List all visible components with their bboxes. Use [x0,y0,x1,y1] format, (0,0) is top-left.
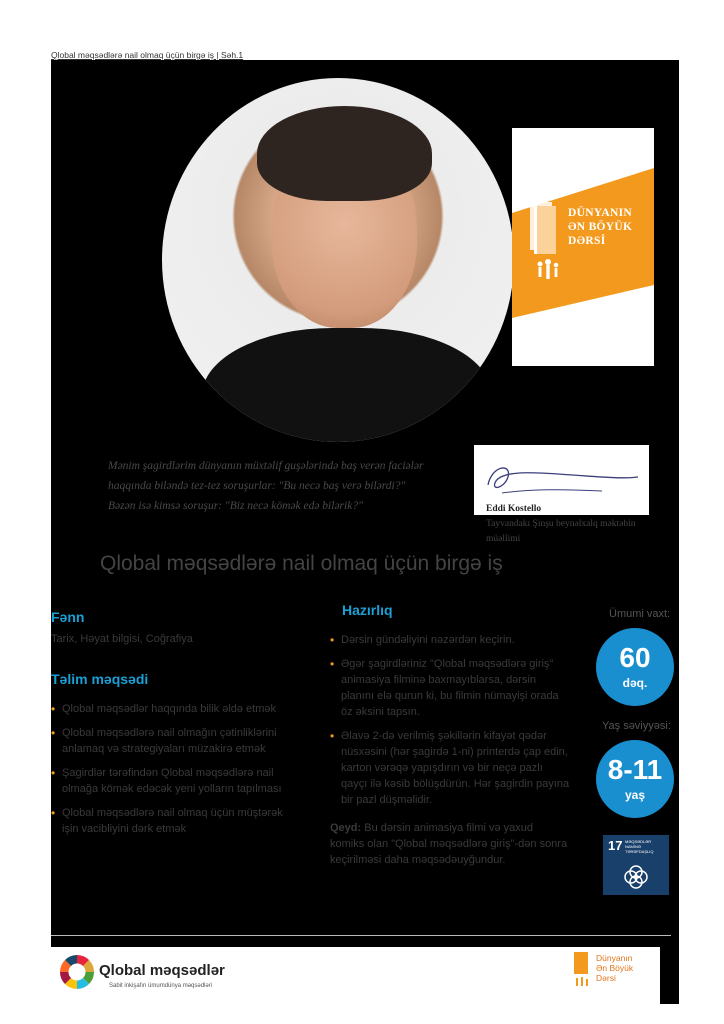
footer-tagline: Sabit inkişafın ümumdünya məqsədləri [109,983,213,989]
logo-line-2: ƏN BÖYÜK [568,221,633,233]
prep-list [330,632,570,816]
time-label: Ümumi vaxt: [609,608,671,620]
footer-lesson-line-2: Ən Böyük [596,963,634,973]
goal-item: • Qlobal məqsədlər haqqında bilik əldə etmək [51,701,283,717]
signature-role: Tayvandakı Şinşu beynəlxalq məktəbin müəllimi [486,519,636,544]
signature-image [482,455,642,505]
sdg-17-tile [603,835,669,895]
footer-brand: Qlobal məqsədlər [99,962,225,979]
portrait-hair [257,106,432,201]
goal-list [51,701,283,845]
footer-lesson-line-1: Dünyanın [596,953,633,963]
time-unit: dəq. [622,676,648,690]
teacher-quote: Mənim şagirdlərim dünyanın müxtəlif guşələrində baş verən faciələr haqqında biləndə tez-tez soruşurlar: "Bu necə baş verə bilərdi?" Bəzən isə kimsə soruşur: "Biz necə kömək edə bilərik?" [108,460,424,512]
goal-heading: Təlim məqsədi [51,671,149,687]
age-unit: yaş [624,788,646,802]
sdg-text: MƏQSƏDLƏR NAMİNƏ TƏRƏFDAŞLIQ [625,839,654,854]
teacher-portrait [162,78,514,442]
sdg-number: 17 [608,838,623,853]
footer-rule [51,935,671,936]
logo-text [568,206,652,248]
prep-heading: Hazırlıq [342,602,393,618]
subject-heading: Fənn [51,609,85,625]
signature-name: Eddi Kostello [486,504,542,514]
prep-item: • Əlavə 2-də verilmiş şəkillərin kifayət qədər nüsxəsini (hər şagirdə 1-ni) printerdə çap edin, karton vərəqə yapışdırın və bir neçə pazlı qayçı ilə kəsib bölüşdürün. Hər şagirdin payına bir pazl düşməlidir. [330,728,570,808]
time-value: 60 [619,642,651,673]
footer-lesson-line-3: Dərsi [596,973,616,983]
page-title: Qlobal məqsədlərə nail olmaq üçün birgə iş [100,552,503,575]
prep-note-label: Qeyd: [330,822,362,834]
prep-note-text: Bu dərsin animasiya filmi və yaxud komiks olan "Qlobal məqsədlərə giriş"-dən sonra keçirilməsi daha məqsədəuyğundur. [330,822,568,866]
age-label: Yaş səviyyəsi: [602,720,671,732]
partnership-icon [622,863,650,891]
subject-text: Tarix, Həyat bilgisi, Coğrafiya [51,633,193,645]
goal-item: • Şagirdlər tərəfindən Qlobal məqsədlərə nail olmağa kömək edəcək yeni yolların tapılması [51,765,283,797]
portrait-shirt [202,328,492,442]
age-value: 8-11 [607,754,663,785]
prep-item: • Əgər şagirdləriniz "Qlobal məqsədlərə giriş" animasiya filminə baxmayıblarsa, dərsin planını elə qurun ki, bu filmin nümayişi orada öz əksini tapsın. [330,656,570,720]
prep-note [330,820,570,868]
header-link[interactable]: Qlobal məqsədlərə nail olmaq üçün birgə iş | Səh.1 [51,50,244,60]
age-circle [596,740,674,818]
logo-line-3: DƏRSİ [568,235,606,247]
goal-item: • Qlobal məqsədlərə nail olmaq üçün müştərək işin vacibliyini dərk etmək [51,805,283,837]
prep-item: • Dərsin gündəliyini nəzərdən keçirin. [330,632,570,648]
time-circle [596,628,674,706]
goal-item: • Qlobal məqsədlərə nail olmağın çətinliklərini anlamaq və strategiyaları müzakirə etmək [51,725,283,757]
footer-lesson-logo [596,953,656,983]
global-goals-wheel-icon [59,954,95,990]
footer-book-icon [572,950,592,990]
logo-line-1: DÜNYANIN [568,207,632,219]
book-icon [526,200,566,290]
worlds-largest-lesson-logo [512,128,654,366]
